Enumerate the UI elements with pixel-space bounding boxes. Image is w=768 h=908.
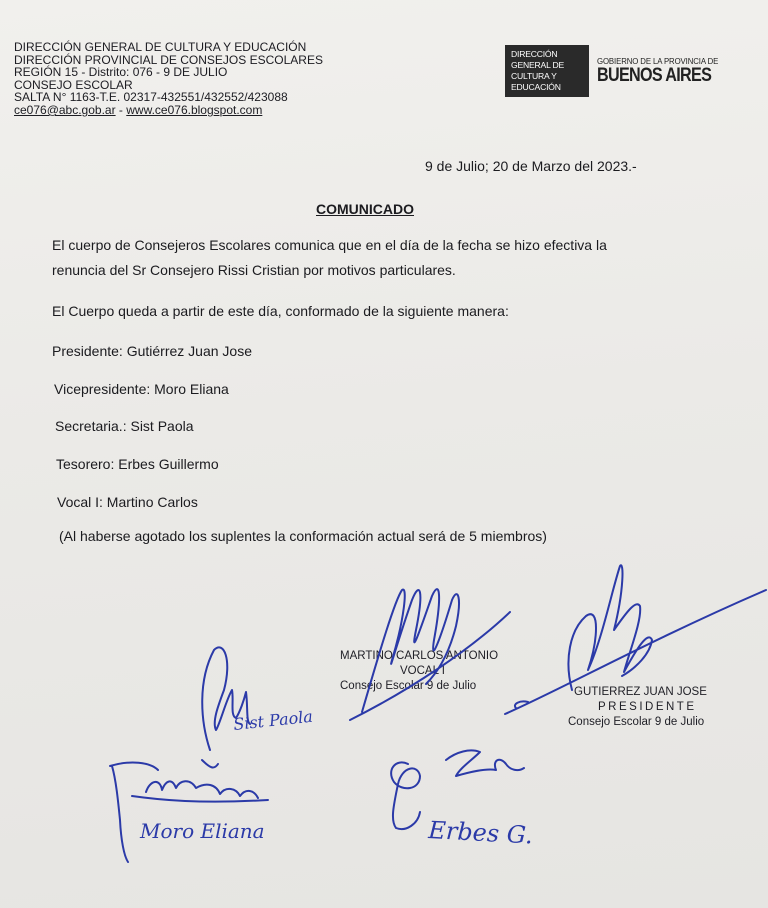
member-treasurer: Tesorero: Erbes Guillermo: [56, 456, 219, 472]
document-title: COMUNICADO: [316, 201, 414, 217]
document-date: 9 de Julio; 20 de Marzo del 2023.-: [425, 158, 637, 174]
stamp-council: Consejo Escolar 9 de Julio: [340, 680, 477, 692]
handwritten-moro: Moro Eliana: [140, 819, 265, 843]
logo-box-line: DIRECCIÓN GENERAL DE: [511, 49, 565, 70]
member-president: Presidente: Gutiérrez Juan Jose: [52, 343, 252, 359]
paragraph-line: El cuerpo de Consejeros Escolares comunica que en el día de la fecha se hizo efectiva la: [52, 237, 607, 253]
stamp-vocal: [340, 649, 498, 694]
member-vocal: Vocal I: Martino Carlos: [57, 494, 198, 510]
logo-province: BUENOS AIRES: [597, 64, 712, 86]
letterhead-line: SALTA N° 1163-T.E. 02317-432551/432552/423088: [14, 90, 288, 105]
paragraph-resignation: [52, 233, 692, 283]
website-link[interactable]: www.ce076.blogspot.com: [126, 102, 263, 117]
letterhead-line: DIRECCIÓN PROVINCIAL DE CONSEJOS ESCOLARES: [14, 52, 323, 67]
signature-erbes: [391, 750, 524, 829]
email-link[interactable]: ce076@abc.gob.ar: [14, 102, 116, 117]
signature-moro: [110, 763, 268, 862]
logo-box-line: CULTURA Y EDUCACIÓN: [511, 71, 561, 92]
government-logo: [505, 45, 731, 97]
stamp-name: GUTIERREZ JUAN JOSE: [574, 686, 707, 698]
paragraph-composition: El Cuerpo queda a partir de este día, conformado de la siguiente manera:: [52, 303, 509, 319]
stamp-council: Consejo Escolar 9 de Julio: [568, 716, 705, 728]
letterhead-line: DIRECCIÓN GENERAL DE CULTURA Y EDUCACIÓN: [14, 40, 307, 54]
logo-box: [505, 45, 589, 97]
logo-gov-line: GOBIERNO DE LA PROVINCIA DE: [597, 56, 719, 66]
handwritten-erbes: Erbes G.: [427, 816, 534, 850]
letterhead-line: REGIÓN 15 - Distrito: 076 - 9 DE JULIO: [14, 65, 228, 80]
stamp-role: PRESIDENTE: [598, 701, 697, 713]
logo-text: [597, 57, 731, 86]
stamp-president: [568, 685, 707, 730]
stamp-name: MARTINO CARLOS ANTONIO: [340, 650, 499, 662]
member-secretary: Secretaria.: Sist Paola: [55, 418, 194, 434]
stamp-role: VOCAL I: [400, 665, 445, 677]
signature-sist: [202, 647, 250, 767]
contact-separator: -: [115, 102, 127, 117]
paragraph-line: renuncia del Sr Consejero Rissi Cristian por motivos particulares.: [52, 262, 456, 278]
letterhead: [14, 41, 323, 117]
member-vicepresident: Vicepresidente: Moro Eliana: [54, 381, 229, 397]
contact-line: [14, 104, 323, 117]
handwritten-sist: Sist Paola: [232, 706, 314, 734]
letterhead-line: CONSEJO ESCOLAR: [14, 77, 133, 92]
composition-note: (Al haberse agotado los suplentes la conformación actual será de 5 miembros): [59, 528, 547, 544]
